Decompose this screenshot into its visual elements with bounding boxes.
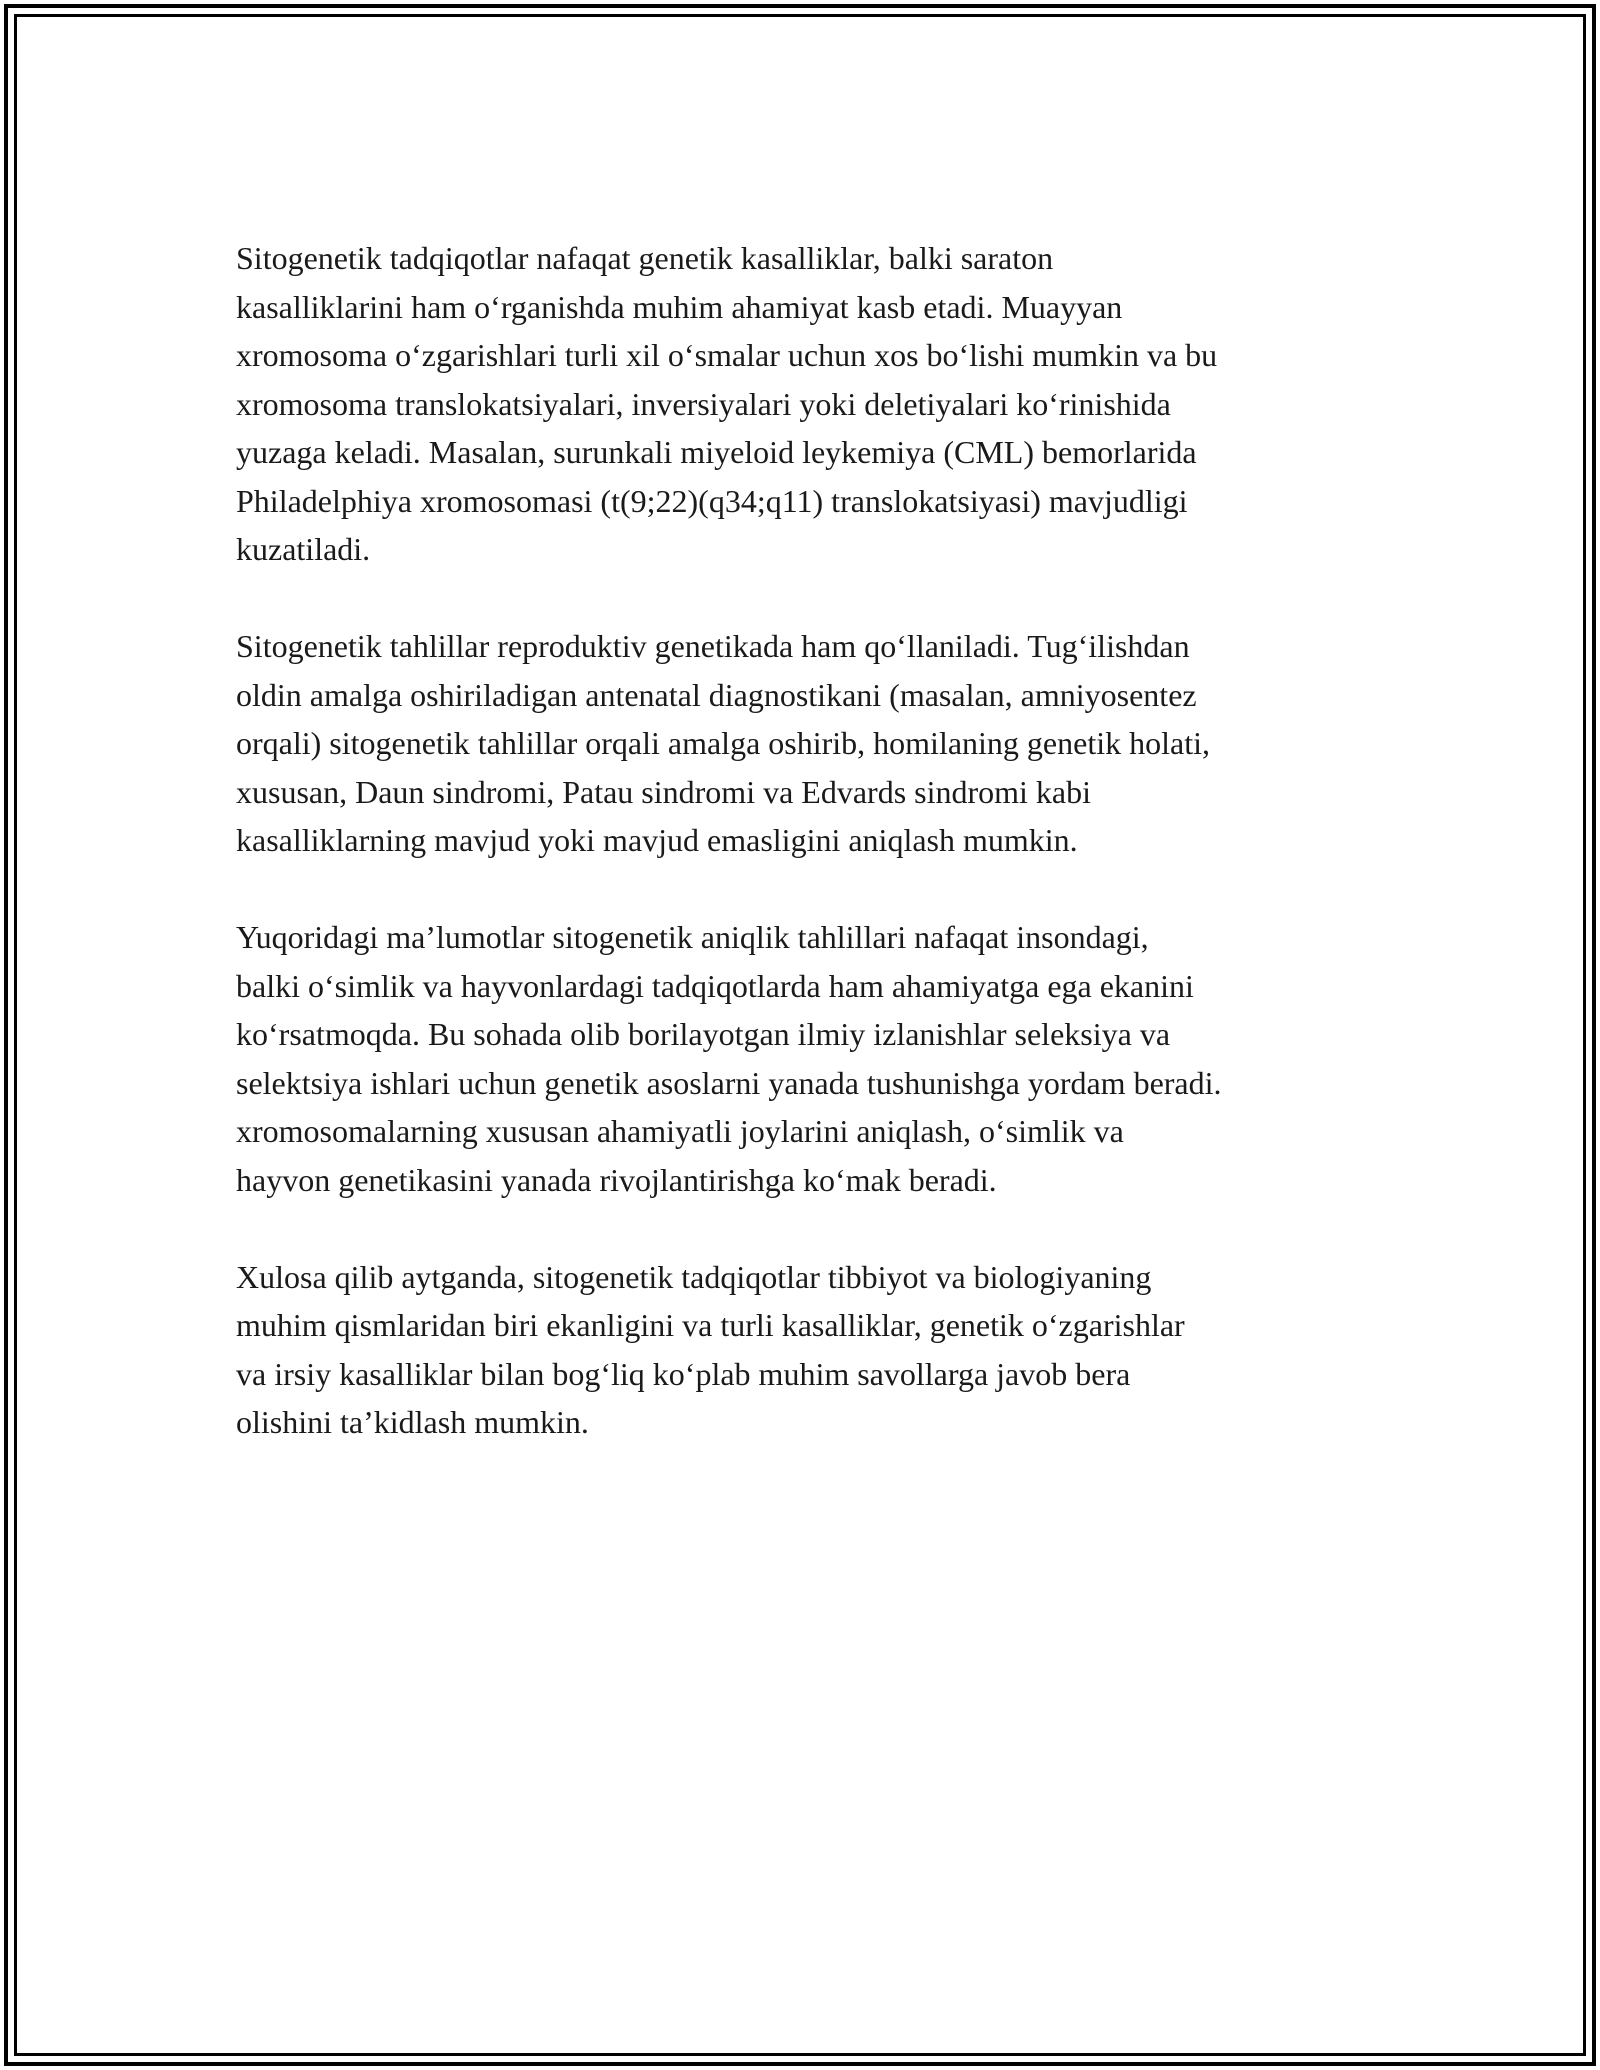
text-line: ko‘rsatmoqda. Bu sohada olib borilayotgan ilmiy izlanishlar seleksiya va: [236, 1016, 1171, 1052]
text-line: oldin amalga oshiriladigan antenatal diagnostikani (masalan, amniyosentez: [236, 676, 1197, 713]
text-line: olishini ta’kidlash mumkin.: [236, 1404, 589, 1440]
text-line: orqali) sitogenetik tahlillar orqali amalga oshirib, homilaning genetik holati,: [236, 725, 1210, 761]
text-line: selektsiya ishlari uchun genetik asoslarni yanada tushunishga yordam beradi.: [236, 1064, 1222, 1101]
paragraph-conclusion: [236, 1253, 1376, 1447]
text-line: xromosoma translokatsiyalari, inversiyalari yoki deletiyalari ko‘rinishida: [236, 385, 1171, 422]
text-line: kasalliklarini ham o‘rganishda muhim ahamiyat kasb etadi. Muayyan: [236, 288, 1123, 325]
text-line: Xulosa qilib aytganda, sitogenetik tadqiqotlar tibbiyot va biologiyaning: [236, 1258, 1152, 1295]
text-line: balki o‘simlik va hayvonlardagi tadqiqotlarda ham ahamiyatga ega ekanini: [236, 967, 1194, 1004]
text-line: Sitogenetik tahlillar reproduktiv genetikada ham qo‘llaniladi. Tug‘ilishdan: [236, 628, 1190, 664]
text-line: xromosoma o‘zgarishlari turli xil o‘smalar uchun xos bo‘lishi mumkin va bu: [236, 337, 1218, 373]
paragraph-cancer-cytogenetics: [236, 234, 1376, 574]
text-line: Philadelphiya xromosomasi (t(9;22)(q34;q11) translokatsiyasi) mavjudligi: [236, 482, 1188, 519]
text-line: xromosomalarning xususan ahamiyatli joylarini aniqlash, o‘simlik va: [236, 1113, 1124, 1149]
text-line: muhim qismlaridan biri ekanligini va turli kasalliklar, genetik o‘zgarishlar: [236, 1307, 1185, 1343]
text-line: kuzatiladi.: [236, 531, 371, 567]
text-line: va irsiy kasalliklar bilan bog‘liq ko‘plab muhim savollarga javob bera: [236, 1355, 1131, 1392]
document-body: [236, 234, 1376, 1495]
text-line: hayvon genetikasini yanada rivojlantirishga ko‘mak beradi.: [236, 1161, 997, 1198]
paragraph-plant-animal-research: [236, 913, 1376, 1204]
text-line: Yuqoridagi ma’lumotlar sitogenetik aniqlik tahlillari nafaqat insondagi,: [236, 919, 1149, 955]
text-line: kasalliklarning mavjud yoki mavjud emasligini aniqlash mumkin.: [236, 822, 1078, 858]
paragraph-reproductive-genetics: [236, 622, 1376, 865]
text-line: Sitogenetik tadqiqotlar nafaqat genetik kasalliklar, balki saraton: [236, 240, 1054, 276]
text-line: yuzaga keladi. Masalan, surunkali miyeloid leykemiya (CML) bemorlarida: [236, 434, 1197, 470]
text-line: xususan, Daun sindromi, Patau sindromi va Edvards sindromi kabi: [236, 773, 1092, 810]
